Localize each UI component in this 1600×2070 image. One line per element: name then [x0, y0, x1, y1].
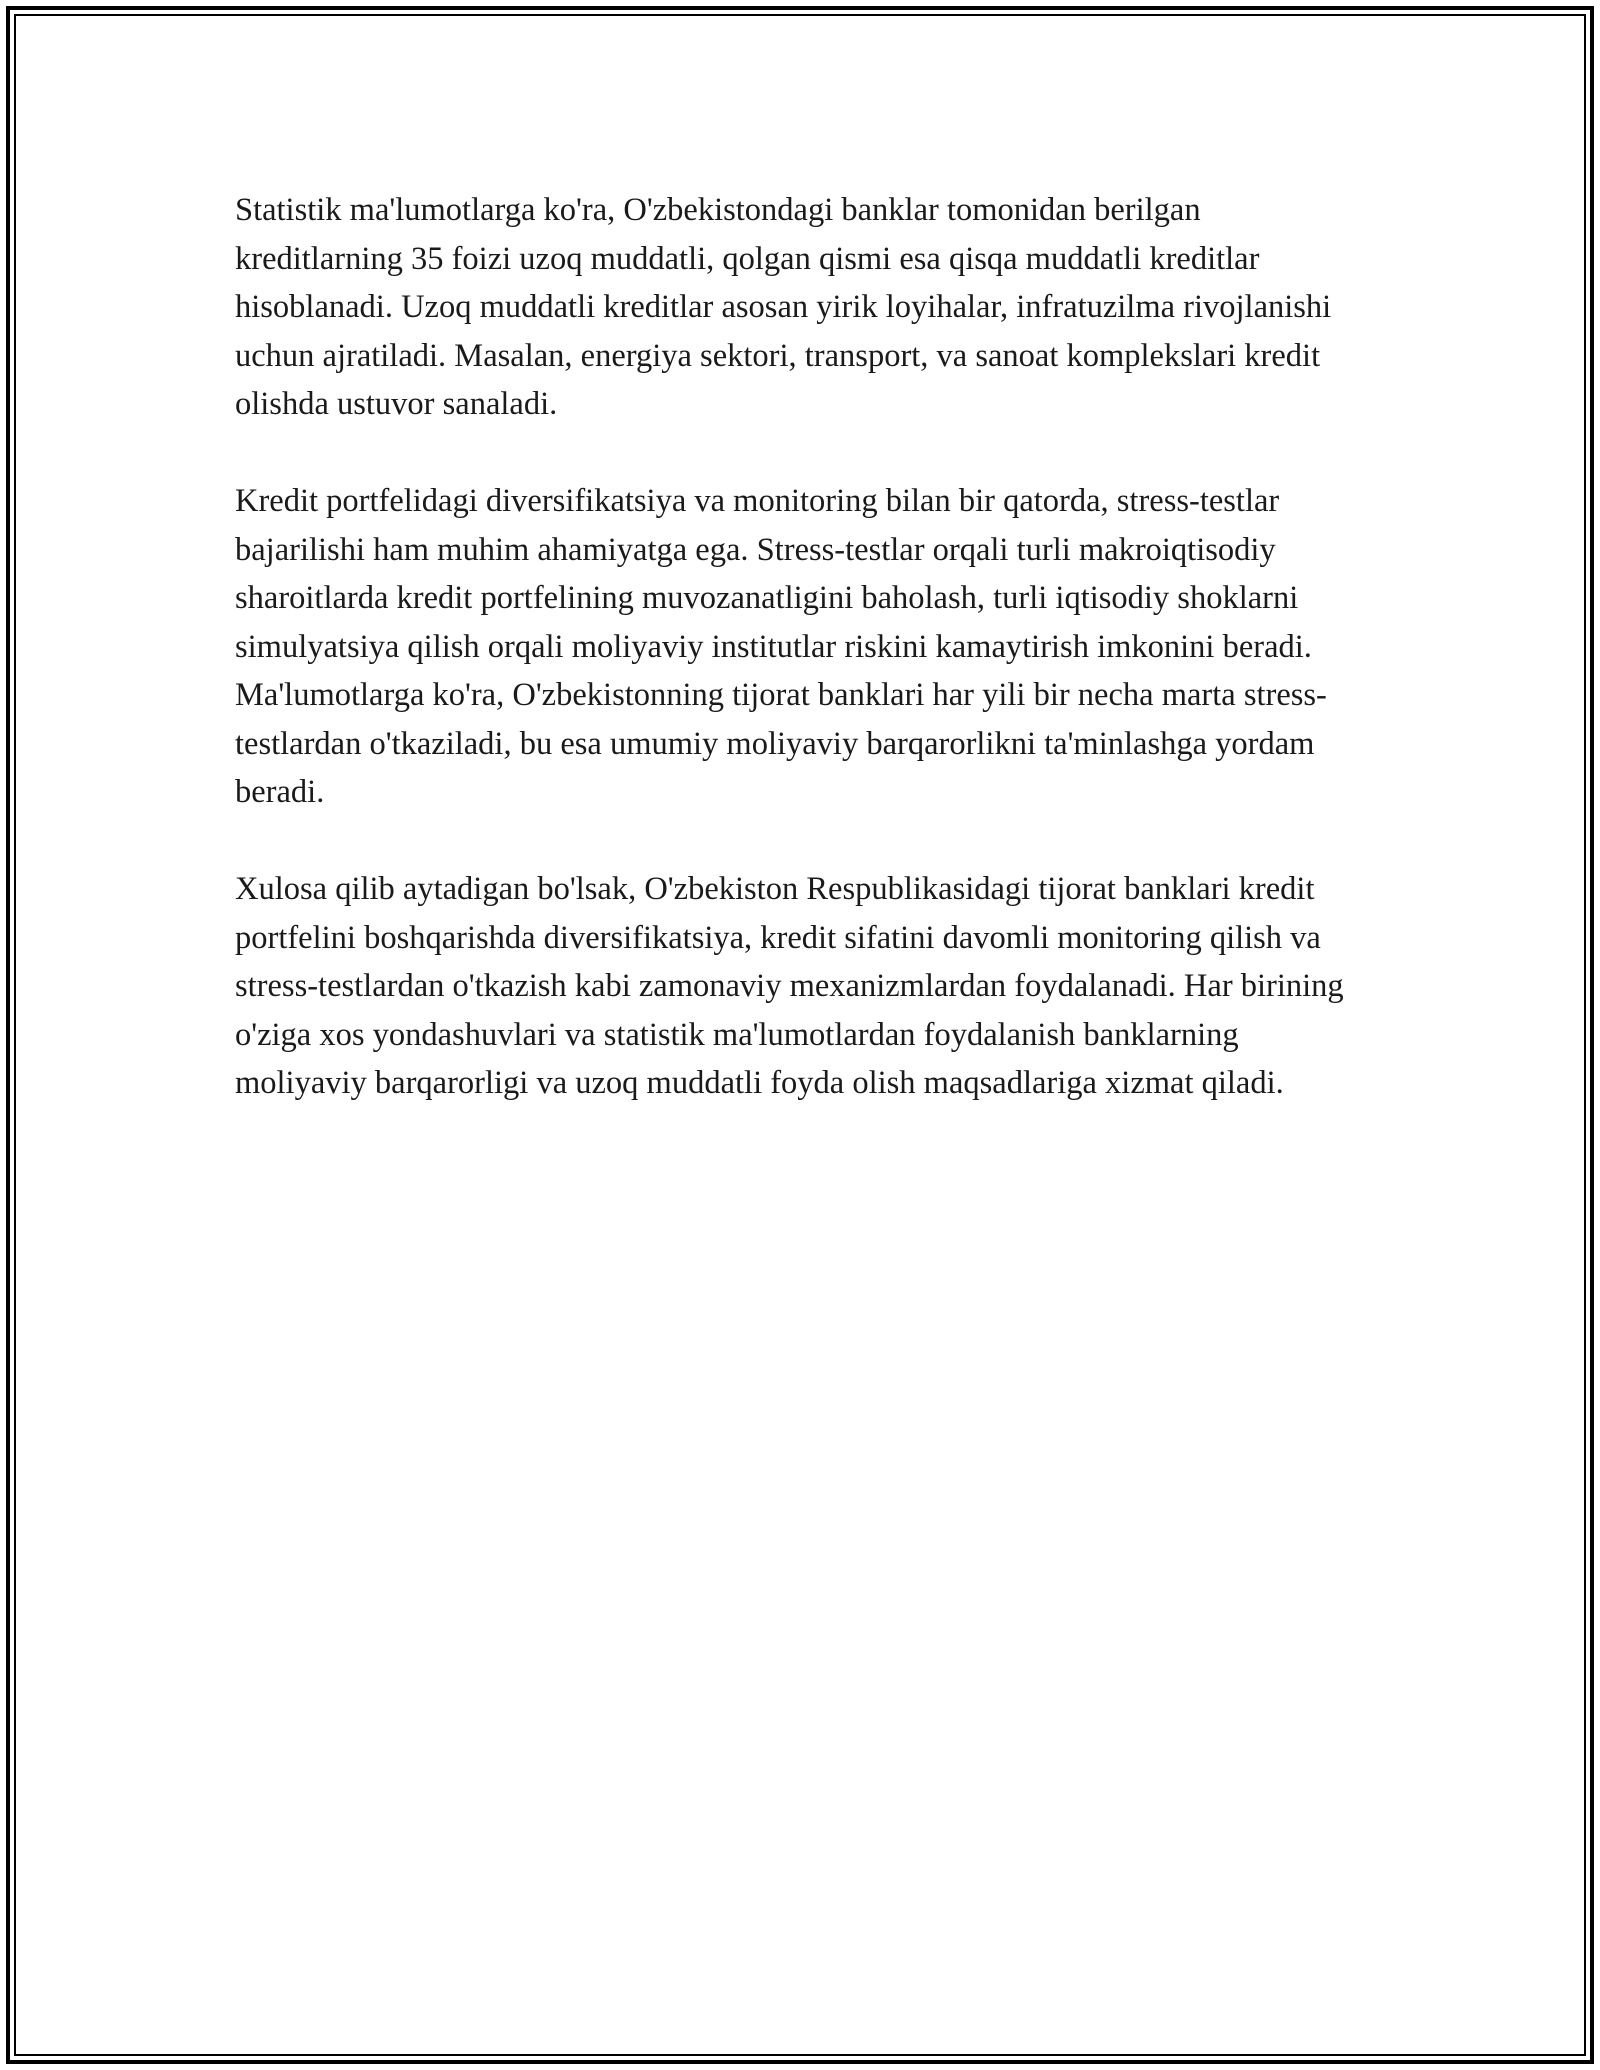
paragraph-2: Kredit portfelidagi diversifikatsiya va monitoring bilan bir qatorda, stress-testlar bajarilishi ham muhim ahamiyatga ega. Stress-testlar orqali turli makroiqtisodiy sharoitlarda kredit portfelining muvozanatligini baholash, turli iqtisodiy shoklarni simulyatsiya qilish orqali moliyaviy institutlar riskini kamaytirish imkonini beradi. Ma'lumotlarga ko'ra, O'zbekistonning tijorat banklari har yili bir necha marta stress-testlardan o'tkaziladi, bu esa umumiy moliyaviy barqarorlikni ta'minlashga yordam beradi. [235, 483, 1327, 810]
paragraph-1: Statistik ma'lumotlarga ko'ra, O'zbekistondagi banklar tomonidan berilgan kreditlarning 35 foizi uzoq muddatli, qolgan qismi esa qisqa muddatli kreditlar hisoblanadi. Uzoq muddatli kreditlar asosan yirik loyihalar, infratuzilma rivojlanishi uchun ajratiladi. Masalan, energiya sektori, transport, va sanoat komplekslari kredit olishda ustuvor sanaladi. [235, 192, 1332, 422]
paragraph-3: Xulosa qilib aytadigan bo'lsak, O'zbekiston Respublikasidagi tijorat banklari kredit portfelini boshqarishda diversifikatsiya, kredit sifatini davomli monitoring qilish va stress-testlardan o'tkazish kabi zamonaviy mexanizmlardan foydalanadi. Har birining o'ziga xos yondashuvlari va statistik ma'lumotlardan foydalanish banklarning moliyaviy barqarorligi va uzoq muddatli foyda olish maqsadlariga xizmat qiladi. [235, 871, 1344, 1101]
document-body [235, 186, 1365, 1156]
